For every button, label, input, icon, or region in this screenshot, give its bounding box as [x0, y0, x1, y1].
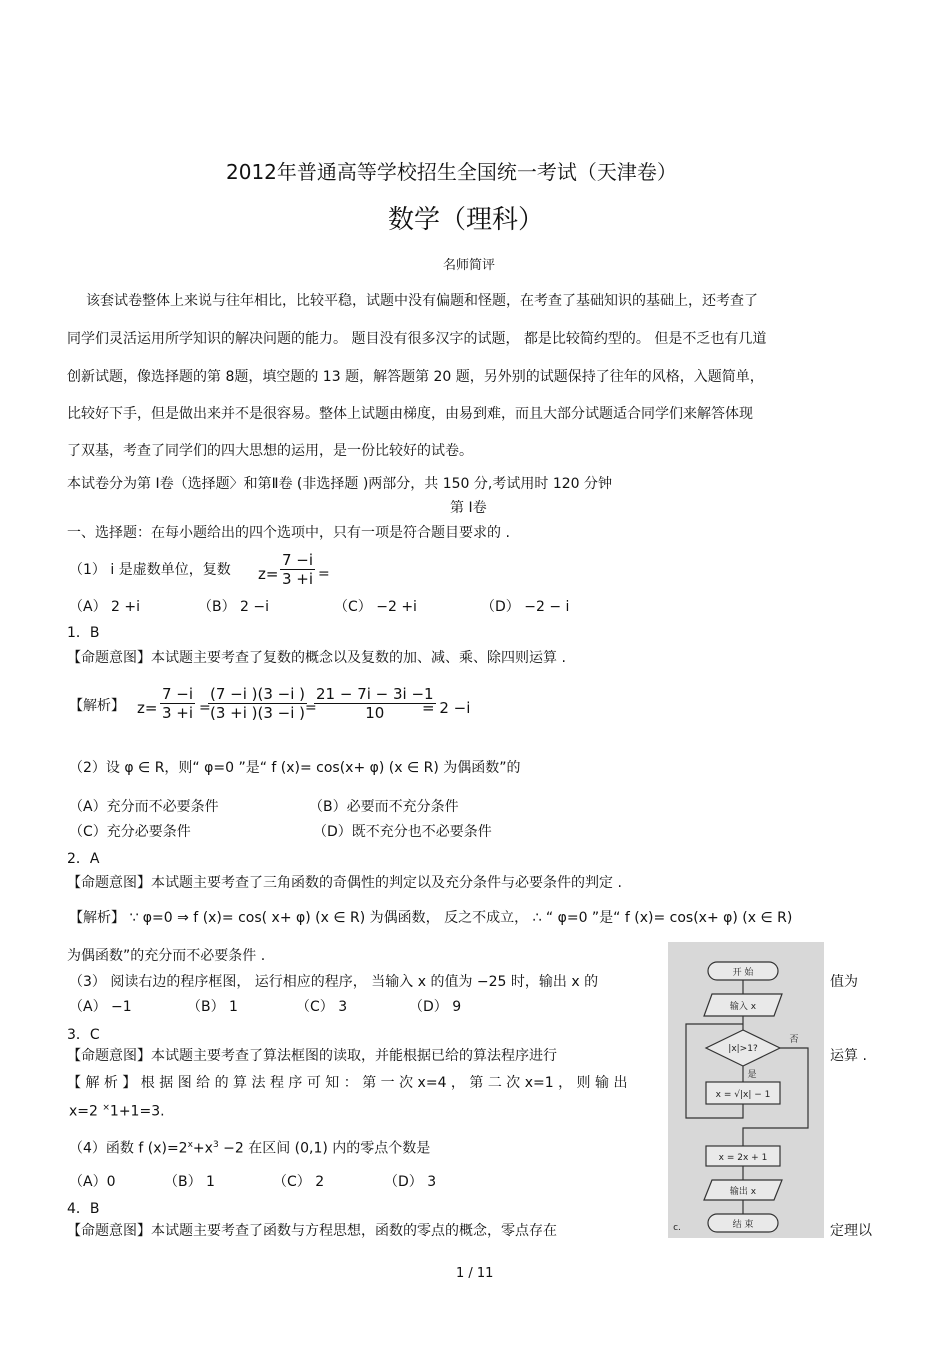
q4-option-a: （A）0 — [69, 1174, 116, 1190]
q2-option-a: （A）充分而不必要条件 — [69, 799, 219, 815]
q1-answer: 1．B — [67, 625, 100, 641]
q4-stem-text: （4）函数 f (x)=2 — [69, 1140, 188, 1157]
q1-option-d: （D） −2 − i — [481, 599, 570, 615]
denominator: (3 +i )(3 −i ) — [210, 704, 306, 722]
q1-intent: 【命题意图】本试题主要考查了复数的概念以及复数的加、减、乘、除四则运算 . — [67, 650, 566, 666]
exam-title: 2012年普通高等学校招生全国统一考试（天津卷） — [226, 160, 677, 184]
q2-analysis: 【解析】 ∵ φ=0 ⇒ f (x)= cos( x+ φ) (x ∈ R) 为偶函数， 反之不成立， ∴ “ φ=0 ”是“ f (x)= cos(x+ φ) (x ∈ R) — [69, 910, 793, 926]
q1-option-c: （C） −2 +i — [334, 599, 417, 615]
q1-analysis-z: z= — [137, 699, 158, 717]
q3-option-a: （A） −1 — [69, 999, 132, 1015]
flowchart-step2-text: x = 2x + 1 — [718, 1153, 768, 1163]
q3-stem: （3） 阅读右边的程序框图， 运行相应的程序， 当输入 x 的值为 −25 时，输出 x 的 — [69, 974, 599, 990]
q1-analysis-result: = 2 −i — [422, 699, 471, 717]
review-line: 创新试题，像选择题的第 8题，填空题的 13 题，解答题第 20 题，另外别的试题保持了往年的风格，入题简单， — [67, 369, 764, 385]
q1-analysis-frac3 — [314, 685, 436, 722]
q1-option-a: （A） 2 +i — [69, 599, 141, 615]
numerator: 7 −i — [162, 685, 194, 703]
review-line: 了双基，考查了同学们的四大思想的运用，是一份比较好的试卷。 — [67, 443, 473, 459]
q4-stem-text: +x — [192, 1140, 213, 1157]
q4-intent-tail: 定理以 — [830, 1223, 872, 1239]
flowchart-start-text: 开 始 — [732, 968, 754, 978]
exponent: 3 — [212, 1140, 219, 1150]
page-number: 1 / 11 — [456, 1266, 494, 1281]
flowchart-yes-text: 是 — [747, 1070, 757, 1080]
q3-intent-tail: 运算 . — [830, 1048, 867, 1064]
q4-stem — [69, 1137, 430, 1157]
q1-analysis-label: 【解析】 — [69, 698, 125, 714]
review-label: 名师简评 — [443, 258, 496, 273]
q3-option-d: （D） 9 — [409, 999, 462, 1015]
q3-intent: 【命题意图】本试题主要考查了算法框图的读取，并能根据已给的算法程序进行 — [67, 1048, 557, 1064]
q1-denominator: 3 +i — [282, 570, 314, 588]
equals: = — [199, 700, 211, 716]
flowchart-output-text: 输出 x — [729, 1187, 757, 1197]
subject-title: 数学（理科） — [388, 205, 545, 235]
q1-stem: （1） i 是虚数单位，复数 — [69, 562, 231, 578]
q2-intent: 【命题意图】本试题主要考查了三角函数的奇偶性的判定以及充分条件与必要条件的判定 . — [67, 875, 622, 891]
q2-option-c: （C）充分必要条件 — [69, 824, 191, 840]
q1-analysis-frac1 — [160, 685, 195, 722]
flowchart-input-text: 输入 x — [729, 1002, 757, 1012]
exam-info: 本试卷分为第 Ⅰ卷（选择题〉和第Ⅱ卷 (非选择题 )两部分，共 150 分,考试用时 120 分钟 — [67, 476, 612, 492]
numerator: 21 − 7i − 3i −1 — [316, 685, 434, 703]
q2-stem: （2）设 φ ∈ R，则“ φ=0 ”是“ f (x)= cos(x+ φ) (x ∈ R) 为偶函数”的 — [69, 760, 521, 776]
flowchart-end-text: 结 束 — [732, 1220, 754, 1230]
flowchart-cond-text: |x|>1? — [728, 1044, 758, 1054]
q4-stem-text: −2 在区间 (0,1) 内的零点个数是 — [218, 1140, 431, 1157]
q3-option-c: （C） 3 — [296, 999, 348, 1015]
equals: = — [305, 700, 317, 716]
q3-analysis-text: 1+1=3. — [109, 1103, 165, 1120]
exponent: x — [187, 1140, 193, 1150]
q2-option-b: （B）必要而不充分条件 — [309, 799, 459, 815]
q3-analysis-cont — [69, 1100, 165, 1120]
q4-answer: 4．B — [67, 1201, 100, 1217]
q2-analysis-cont: 为偶函数”的充分而不必要条件 . — [67, 948, 266, 964]
q1-equals: = — [318, 566, 330, 582]
review-line: 比较好下手，但是做出来并不是很容易。整体上试题由梯度，由易到难，而且大部分试题适合同学们来解答体现 — [67, 406, 753, 422]
section-heading: 一、选择题：在每小题给出的四个选项中，只有一项是符合题目要求的 . — [67, 525, 510, 541]
q4-option-c: （C） 2 — [273, 1174, 325, 1190]
flowchart-no-text: 否 — [789, 1035, 799, 1045]
denominator: 10 — [365, 704, 385, 722]
review-line: 该套试卷整体上来说与往年相比，比较平稳，试题中没有偏题和怪题，在考查了基础知识的基础上，还考查了 — [86, 293, 758, 309]
times-sign: × — [102, 1103, 110, 1113]
q4-intent: 【命题意图】本试题主要考查了函数与方程思想，函数的零点的概念，零点存在 — [67, 1223, 557, 1239]
q2-answer: 2．A — [67, 851, 100, 867]
q2-option-d: （D）既不充分也不必要条件 — [313, 824, 492, 840]
q1-z: z= — [258, 565, 279, 583]
q3-answer: 3．C — [67, 1027, 100, 1043]
q1-numerator: 7 −i — [282, 551, 314, 569]
q3-analysis: 【 解 析 】 根 据 图 给 的 算 法 程 序 可 知 ： 第 一 次 x=4 ， 第 二 次 x=1 ， 则 输 出 — [67, 1075, 628, 1091]
flowchart-corner-label: c. — [673, 1223, 681, 1233]
q4-option-b: （B） 1 — [164, 1174, 215, 1190]
q4-option-d: （D） 3 — [384, 1174, 437, 1190]
q1-option-b: （B） 2 −i — [198, 599, 270, 615]
q3-analysis-text: x=2 — [69, 1103, 103, 1120]
q1-fraction — [280, 551, 315, 588]
q1-analysis-frac2 — [208, 685, 307, 722]
numerator: (7 −i )(3 −i ) — [210, 685, 306, 703]
q3-stem-tail: 值为 — [830, 974, 858, 990]
q3-option-b: （B） 1 — [187, 999, 238, 1015]
flowchart-step1-text: x = √|x| − 1 — [715, 1090, 771, 1100]
denominator: 3 +i — [162, 704, 194, 722]
part-heading: 第 Ⅰ卷 — [450, 500, 487, 516]
review-line: 同学们灵活运用所学知识的解决问题的能力。 题目没有很多汉字的试题， 都是比较简约型的。 但是不乏也有几道 — [67, 331, 767, 347]
program-flowchart — [668, 942, 824, 1238]
